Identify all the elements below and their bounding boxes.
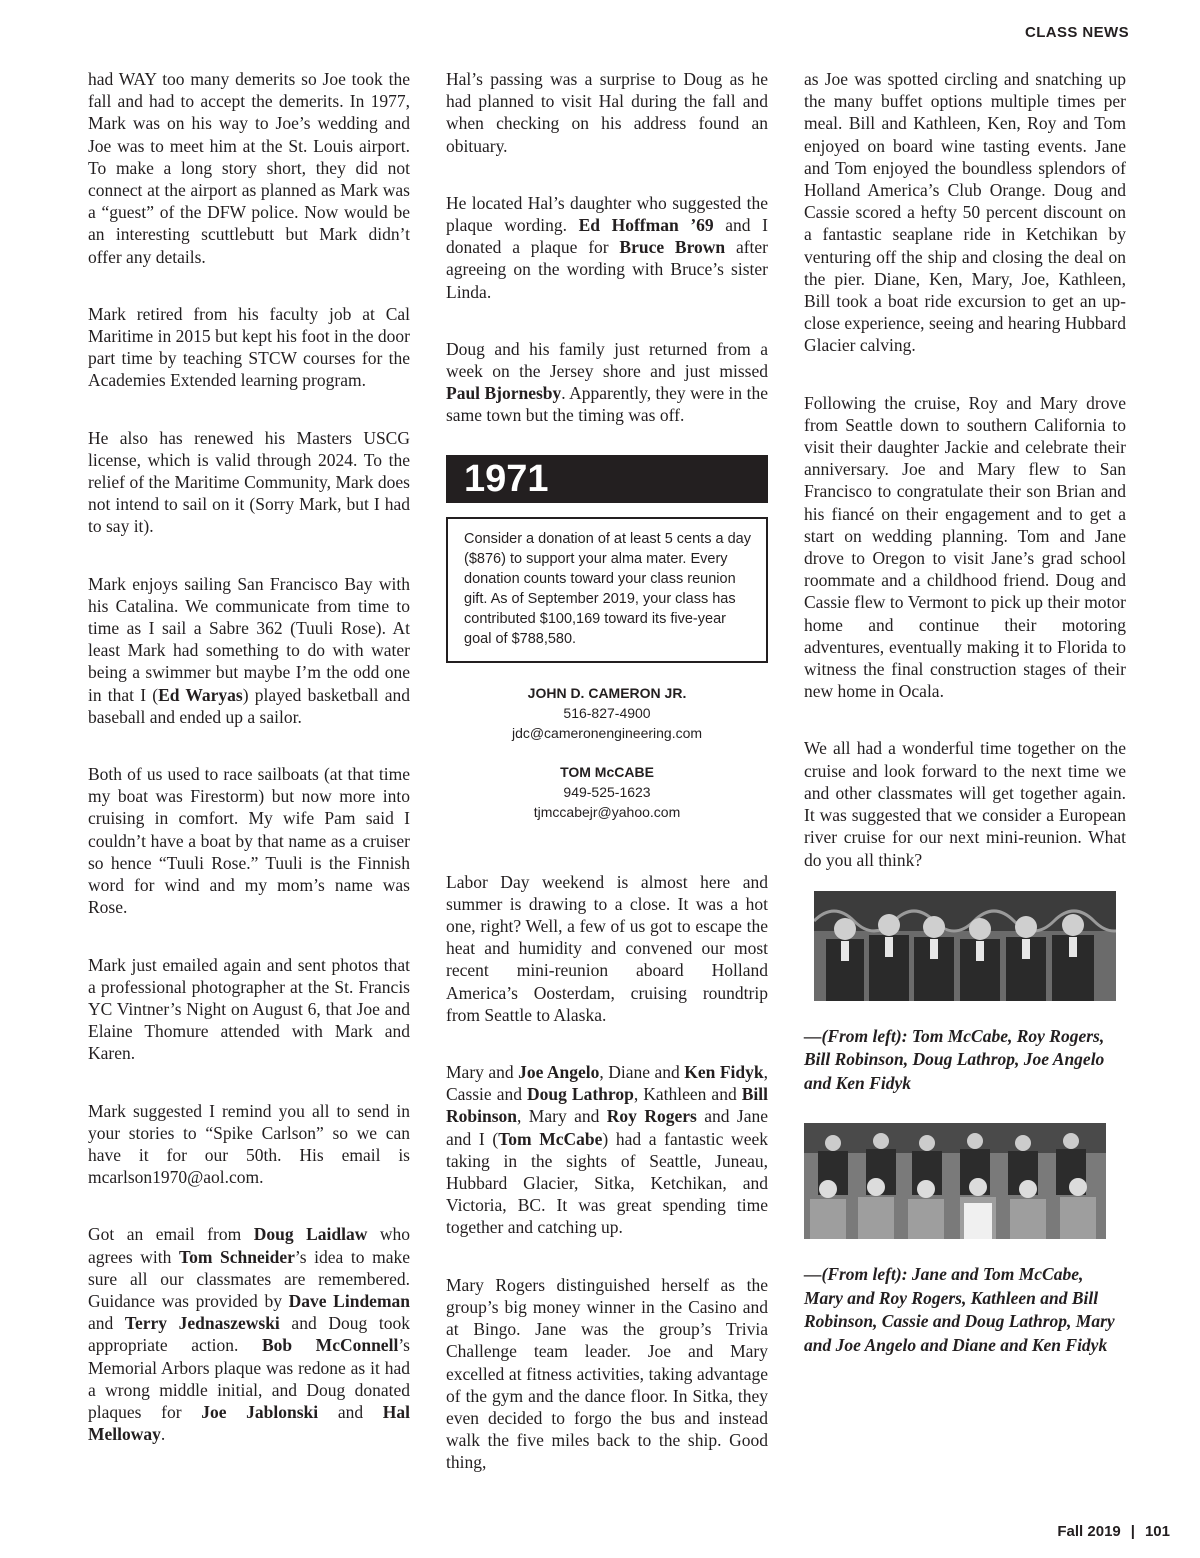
classmate-name: Paul Bjornesby (446, 383, 562, 404)
classmate-name: Joe Jablonski (201, 1401, 319, 1422)
paragraph: Mark suggested I remind you all to send in your stories to “Spike Carlson” so we can have it for our 50th. His email is mcarlson1970@aol.com. (88, 1100, 410, 1188)
classmate-name: Tom McCabe (498, 1128, 603, 1149)
contact-card (446, 762, 768, 822)
paragraph: Following the cruise, Roy and Mary drove from Seattle down to southern California to visit their daughter Jackie and celebrate their anniversary. Joe and Mary flew to San Francisco to congratulate their son Brian and his fiancé on their engagement and to get a start on wedding planning. Tom and Jane drove to Oregon to visit Jane’s grad school roommate and a childhood friend. Doug and Cassie flew to Vermont to pick up their motor home and continue their motoring adventures, eventually making it to Florida to witness the final construction stages of their new home in Ocala. (804, 392, 1126, 702)
classmate-name: Bill Robinson (446, 1084, 768, 1127)
contact-phone: 516-827-4900 (563, 704, 651, 721)
column-2 (446, 68, 768, 1509)
classmate-name: Ken Fidyk (684, 1062, 764, 1083)
paragraph: Both of us used to race sailboats (at that time my boat was Firestorm) but now more into cruising in comfort. My wife Pam said I couldn’t have a boat by that name as a cruiser so hence “Tuuli Rose.” Tuuli is the Finnish word for wind and my mom’s name was Rose. (88, 764, 410, 918)
paragraph: Got an email from Doug Laidlaw who agrees with Tom Schneider’s idea to make sure all our classmates are remembered. Guidance was provided by Dave Lindeman and Terry Jednaszewski and Doug took appropriate action. Bob McConnell’s Memorial Arbors plaque was redone as it had a wrong middle initial, and Doug donated plaques for Joe Jablonski and Hal Melloway. (88, 1224, 411, 1445)
paragraph: He located Hal’s daughter who suggested the plaque wording. Ed Hoffman ’69 and I donated a plaque for Bruce Brown after agreeing on the wording with Bruce’s sister Linda. (446, 192, 769, 302)
column-1 (88, 68, 410, 1480)
paragraph: He also has renewed his Masters USCG license, which is valid through 2024. To the relief of the Maritime Community, Mark does not intend to sail on it (Sorry Mark, but I had to say it). (88, 427, 410, 537)
section-header: CLASS NEWS (1024, 24, 1129, 41)
paragraph: Mary Rogers distinguished herself as the group’s big money winner in the Casino and at Bingo. Jane was the group’s Trivia Challenge team leader. Joe and Mary excelled at fitness activities, taking advantage of the gym and the dance floor. In Sitka, they even decided to forgo the bus and instead walk the five miles back to the ship. Good thing, (446, 1274, 768, 1473)
contact-email: tjmccabejr@yahoo.com (533, 803, 681, 820)
classmate-name: Doug Laidlaw (253, 1224, 368, 1245)
classmate-name: Joe Angelo (518, 1062, 600, 1083)
donation-box: Consider a donation of at least 5 cents a day ($876) to support your alma mater. Every donation counts toward your class reunion gift. As of September 2019, your class has contributed $100,169 toward its five-year goal of $788,580. (446, 517, 768, 663)
classmate-name: Bob McConnell (261, 1335, 399, 1356)
classmate-name: Doug Lathrop (527, 1084, 634, 1105)
paragraph: Mark just emailed again and sent photos that a professional photographer at the St. Francis YC Vintner’s Night on August 6, that Joe and Elaine Thomure attended with Mark and Karen. (88, 954, 410, 1064)
paragraph: Hal’s passing was a surprise to Doug as he had planned to visit Hal during the fall and when checking on his address found an obituary. (446, 69, 768, 156)
photo-caption: —(From left): Tom McCabe, Roy Rogers, Bill Robinson, Doug Lathrop, Joe Angelo and Ken Fidyk (804, 1025, 1105, 1093)
paragraph: Mary and Joe Angelo, Diane and Ken Fidyk, Cassie and Doug Lathrop, Kathleen and Bill Robinson, Mary and Roy Rogers and Jane and I (Tom McCabe) had a fantastic week taking in the sights of Seattle, Juneau, Hubbard Glacier, Sitka, Ketchikan, and Victoria, BC. It was great spending time together and catching up. (446, 1062, 768, 1238)
contact-email: jdc@cameronengineering.com (511, 724, 703, 741)
contact-card (446, 683, 768, 743)
paragraph: Labor Day weekend is almost here and summer is drawing to a close. It was a hot one, right? Well, a few of us got to escape the heat and humidity and convened our most recent mini-reunion aboard Holland America’s Oosterdam, cruising roundtrip from Seattle to Alaska. (446, 871, 768, 1025)
classmate-name: Roy Rogers (606, 1106, 697, 1127)
classmate-name: Hal Melloway (88, 1401, 410, 1445)
photo-caption: —(From left): Jane and Tom McCabe, Mary and Roy Rogers, Kathleen and Bill Robinson, Cassie and Doug Lathrop, Mary and Joe Angelo and Diane and Ken Fidyk (804, 1264, 1115, 1355)
classmate-name: Terry Jednaszewski (124, 1313, 280, 1334)
contact-name: TOM McCABE (560, 763, 654, 780)
classmate-name: Dave Lindeman (288, 1290, 410, 1311)
contact-phone: 949-525-1623 (563, 783, 651, 800)
paragraph: Doug and his family just returned from a week on the Jersey shore and just missed Paul Bjornesby. Apparently, they were in the same town but the timing was off. (446, 338, 768, 426)
footer-separator: | (1130, 1523, 1135, 1540)
paragraph: We all had a wonderful time together on the cruise and look forward to the next time we and other classmates will get together again. It was suggested that we consider a European river cruise for our next mini-reunion. What do you all think? (804, 738, 1126, 870)
paragraph: Mark enjoys sailing San Francisco Bay with his Catalina. We communicate from time to time as I sail a Sabre 362 (Tuuli Rose). At least Mark had something to do with water being a swimmer but maybe I’m the odd one in that I (Ed Waryas) played basketball and baseball and ended up a sailor. (88, 573, 410, 727)
contact-name: JOHN D. CAMERON JR. (527, 684, 687, 701)
class-contacts (446, 683, 768, 822)
paragraph: had WAY too many demerits so Joe took the fall and had to accept the demerits. In 1977, Mark was on his way to Joe’s wedding and Joe was to meet him at the St. Louis airport. To make a long story short, they did not connect at the airport as planned as Mark was a “guest” of the DFW police. Now would be an interesting scuttlebutt but Mark didn’t offer any details. (88, 69, 410, 267)
issue-label: Fall 2019 (1057, 1523, 1121, 1540)
paragraph: Mark retired from his faculty job at Cal Maritime in 2015 but kept his foot in the door part time by teaching STCW courses for the Academies Extended learning program. (88, 303, 410, 391)
classmate-name: Ed Hoffman ’69 (578, 215, 714, 236)
page-footer (1057, 1523, 1170, 1540)
classmate-name: Tom Schneider (179, 1246, 295, 1267)
group-photo-couples (804, 1123, 1106, 1239)
classmate-name: Ed Waryas (158, 684, 243, 705)
page-number: 101 (1144, 1523, 1170, 1540)
class-year-banner: 1971 (446, 455, 768, 503)
column-3 (804, 68, 1126, 1357)
group-photo-men (814, 891, 1116, 1001)
classmate-name: Bruce Brown (619, 237, 726, 258)
paragraph: as Joe was spotted circling and snatching up the many buffet options multiple times per meal. Bill and Kathleen, Ken, Roy and Tom enjoyed on board wine tasting events. Jane and Tom enjoyed the boundless splendors of Holland America’s Club Orange. Doug and Cassie scored a hefty 50 percent discount on a fantastic seaplane ride in Ketchikan by venturing off the ship and closing the deal on the pier. Diane, Ken, Mary, Joe, Kathleen, Bill took a boat ride excursion to get an up-close experience, seeing and hearing Hubbard Glacier calving. (804, 69, 1126, 356)
